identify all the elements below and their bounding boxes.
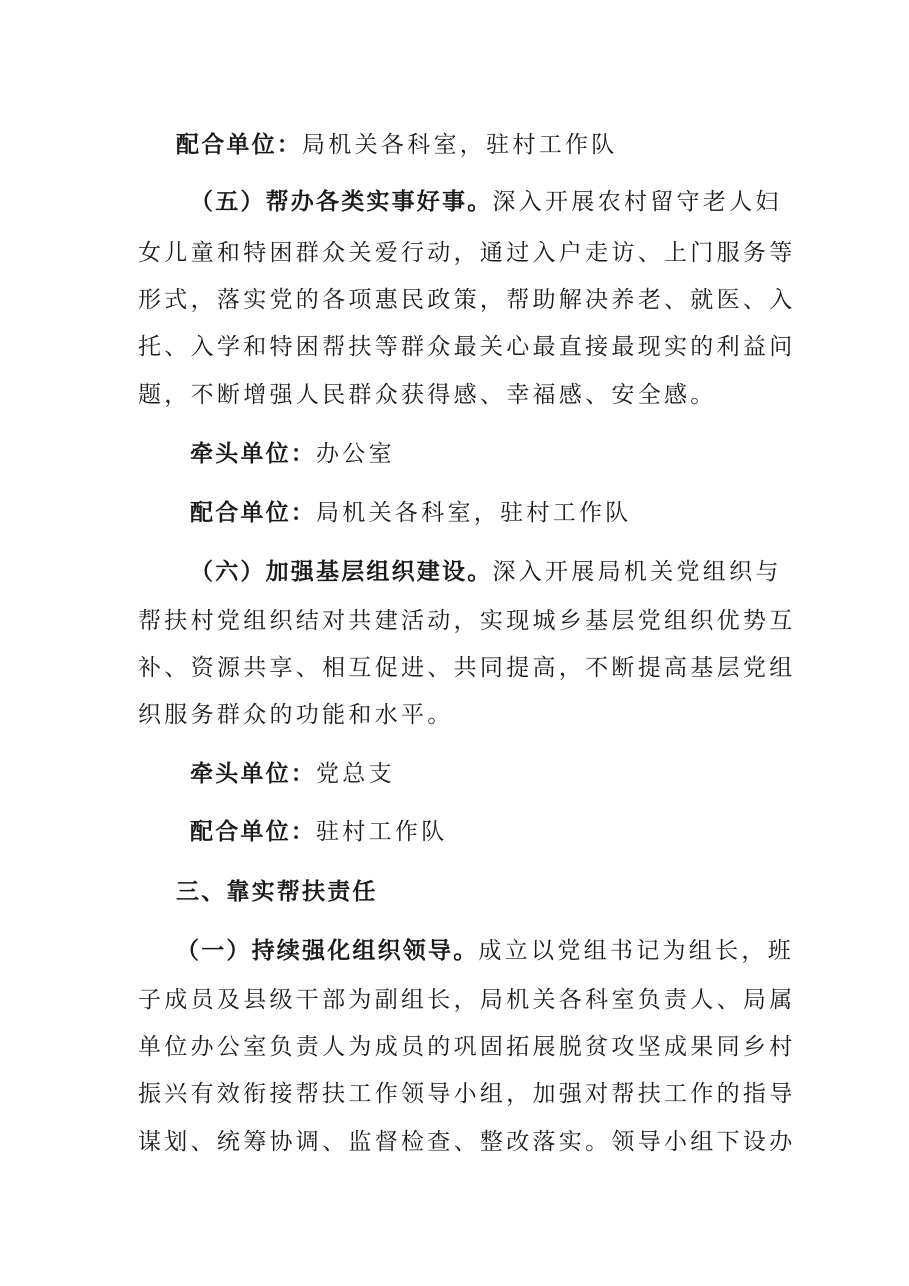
coop-unit-line-5 bbox=[190, 498, 780, 528]
lead-unit-label: 牵头单位： bbox=[190, 761, 316, 787]
lead-unit-label: 牵头单位： bbox=[190, 441, 316, 467]
coop-unit-label: 配合单位： bbox=[190, 819, 316, 845]
section-6-line-4: 织服务群众的功能和水平。 bbox=[138, 702, 454, 728]
section-5-line-4: 托、入学和特困帮扶等群众最关心最直接最现实的利益问 bbox=[138, 334, 796, 360]
lead-unit-line-5 bbox=[190, 439, 780, 469]
coop-unit-text: 局机关各科室，驻村工作队 bbox=[316, 500, 632, 526]
coop-unit-text: 局机关各科室，驻村工作队 bbox=[302, 132, 618, 158]
section-5-line-5: 题，不断增强人民群众获得感、幸福感、安全感。 bbox=[138, 382, 717, 408]
section-3-1-line-5: 谋划、统筹协调、监督检查、整改落实。领导小组下设办 bbox=[138, 1129, 796, 1155]
coop-unit-label: 配合单位： bbox=[176, 132, 302, 158]
coop-unit-line-6 bbox=[190, 817, 780, 847]
section-3-1-heading: （一）持续强化组织领导。 bbox=[176, 938, 479, 964]
lead-unit-text: 办公室 bbox=[316, 441, 395, 467]
lead-unit-line-6 bbox=[190, 759, 780, 789]
section-5-line-3: 形式，落实党的各项惠民政策，帮助解决养老、就医、入 bbox=[138, 287, 796, 313]
section-3-1-line-3: 单位办公室负责人为成员的巩固拓展脱贫攻坚成果同乡村 bbox=[138, 1034, 796, 1060]
lead-unit-text: 党总支 bbox=[316, 761, 395, 787]
section-6-heading: （六）加强基层组织建设。 bbox=[190, 559, 493, 585]
section-6-line-3: 补、资源共享、相互促进、共同提高，不断提高基层党组 bbox=[138, 655, 796, 681]
section-5-line-2: 女儿童和特困群众关爱行动，通过入户走访、上门服务等 bbox=[138, 240, 796, 266]
section-6-line-1: 深入开展局机关党组织与 bbox=[492, 559, 782, 585]
coop-unit-text: 驻村工作队 bbox=[316, 819, 448, 845]
section-3-1-line-2: 子成员及县级干部为副组长，局机关各科室负责人、局属 bbox=[138, 987, 796, 1013]
section-3-1-line-4: 振兴有效衔接帮扶工作领导小组，加强对帮扶工作的指导 bbox=[138, 1081, 796, 1107]
coop-unit-label: 配合单位： bbox=[190, 500, 316, 526]
section-3-1-line-1: 成立以党组书记为组长，班 bbox=[478, 938, 795, 964]
section-5-heading: （五）帮办各类实事好事。 bbox=[190, 189, 493, 215]
section-5-line-1: 深入开展农村留守老人妇 bbox=[492, 189, 782, 215]
section-5-first-line bbox=[190, 187, 780, 217]
section-6-first-line bbox=[190, 557, 780, 587]
section-6-line-2: 帮扶村党组织结对共建活动，实现城乡基层党组织优势互 bbox=[138, 608, 796, 634]
section-3-title: 三、靠实帮扶责任 bbox=[176, 879, 378, 905]
coop-unit-line-1 bbox=[176, 130, 766, 160]
section-3-1-first-line bbox=[176, 936, 795, 966]
